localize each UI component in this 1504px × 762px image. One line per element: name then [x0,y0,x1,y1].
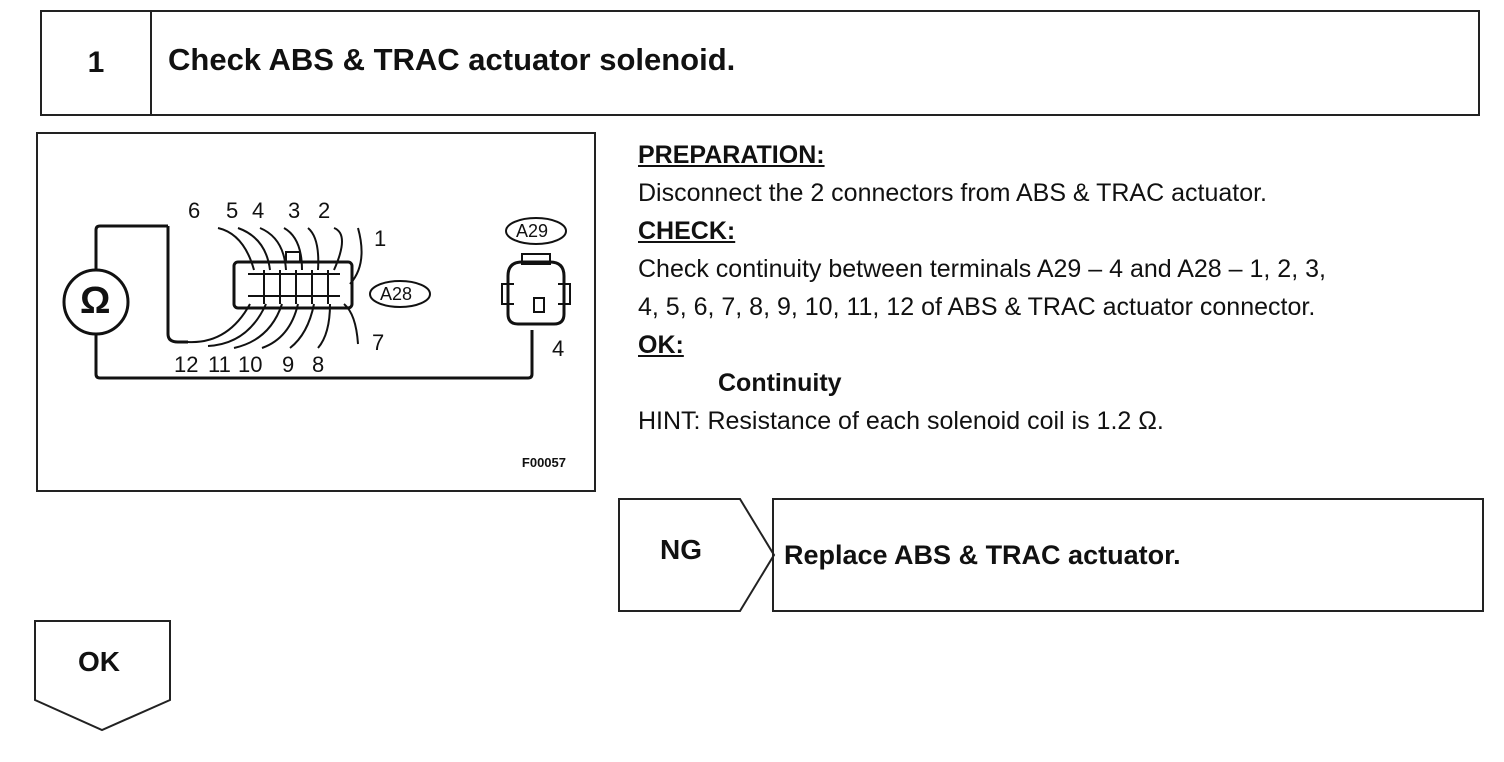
preparation-text: Disconnect the 2 connectors from ABS & TRAC actuator. [638,179,1268,207]
ohm-symbol: Ω [80,280,111,322]
figure-id: F00057 [521,455,566,470]
terminal-11: 11 [208,352,231,377]
terminal-9: 9 [282,352,295,377]
connector-diagram-svg [38,134,598,494]
connector-a29-body [508,262,564,324]
terminal-1: 1 [374,226,387,251]
ok-label: OK [78,646,120,677]
terminal-12: 12 [174,352,199,377]
wiring-diagram [36,132,596,492]
check-heading: CHECK: [638,217,736,245]
ng-action-box [772,498,1484,612]
ng-label: NG [660,534,702,565]
ok-result: Continuity [718,369,842,397]
terminal-a29-4: 4 [552,336,565,361]
check-text-line-1: Check continuity between terminals A29 – 4 and A28 – 1, 2, 3, [638,255,1326,283]
step-number: 1 [42,12,152,114]
terminal-2: 2 [318,198,331,223]
terminal-3: 3 [288,198,301,223]
step-title: Check ABS & TRAC actuator solenoid. [168,42,736,77]
step-header [40,10,1480,116]
terminal-7: 7 [372,330,385,355]
ok-heading: OK: [638,331,684,359]
hint-text: HINT: Resistance of each solenoid coil is 1.2 Ω. [638,407,1164,435]
terminal-6: 6 [188,198,201,223]
terminal-5: 5 [226,198,239,223]
check-text-line-2: 4, 5, 6, 7, 8, 9, 10, 11, 12 of ABS & TRAC actuator connector. [638,293,1316,321]
instructions-panel [638,136,1498,440]
terminal-10: 10 [238,352,263,377]
preparation-heading: PREPARATION: [638,141,825,169]
terminal-4: 4 [252,198,265,223]
ng-action-text: Replace ABS & TRAC actuator. [784,540,1181,570]
terminal-8: 8 [312,352,325,377]
meter-lead-top [96,226,168,270]
a29-label: A29 [516,221,549,241]
a28-label: A28 [380,284,413,304]
